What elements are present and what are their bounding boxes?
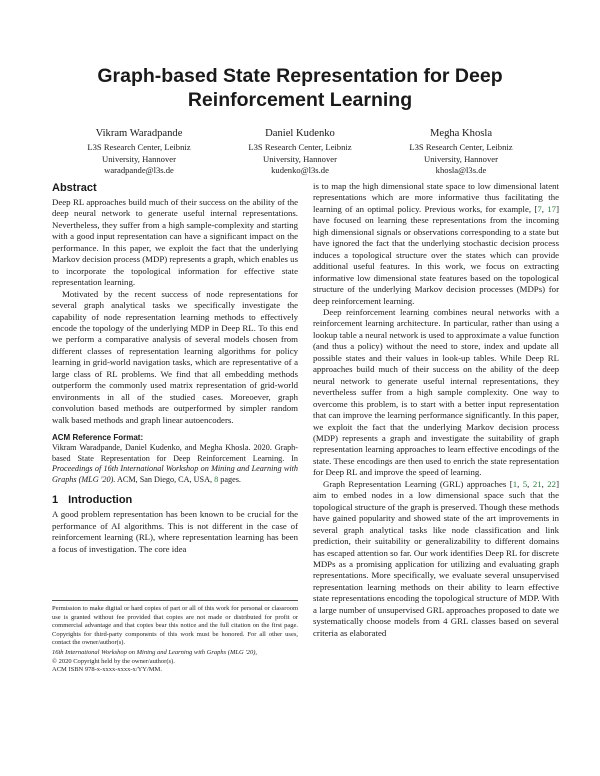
author-block-3: [376, 127, 546, 177]
author-university: University, Hannover: [424, 153, 498, 164]
acm-reference-venue: Proceedings of 16th International Workshop on Mining and Learning with Graphs (MLG '20).: [52, 464, 298, 484]
citation-link[interactable]: 22: [547, 478, 557, 489]
author-affiliation: L3S Research Center, Leibniz: [248, 142, 352, 152]
text-span: ] aim to embed nodes in a low dimensional space such that the topological structure of the graph is preserved. Though these methods have gained popularity and showed state of the art improvements in several graph analytical tasks like node classification and link prediction, their suitability or generalizability to different domains has escaped attention so far. Our work identifies Deep RL for discrete MDPs as a promising application for utilizing and evaluating graph representations. More specifically, we evaluate several unsupervised representation learning methods on their ability to learn effective state representations encoding the topological structure of MDP. With a large number of unsupervised GRL approaches proposed to date we systematically choose models from 4 GRL classes based on several criteria as elaborated: [313, 478, 559, 638]
citation-link[interactable]: 7: [537, 203, 542, 214]
citation-link[interactable]: 5: [522, 478, 528, 489]
paper-title: Graph-based State Representation for Deep Reinforcement Learning: [97, 65, 503, 111]
footnote-isbn: ACM ISBN 978-x-xxxx-xxxx-x/YY/MM.: [52, 666, 162, 674]
introduction-paragraph-3: Graph Representation Learning (GRL) approaches [1, 5, 21, 22] aim to embed nodes in a low dimensional space such that the topological structure of the graph is preserved. Though these methods have gained popularity and showed state of the art improvements in several graph analytical tasks like node classification and link prediction, their suitability or generalizability to different domains has escaped attention so far. Our work identifies Deep RL for discrete MDPs as a promising application for utilizing and evaluating graph representations. More specifically, we evaluate several unsupervised representation learning methods on their ability to learn effective state representations encoding the topological structure of MDP. With a large number of unsupervised GRL approaches proposed to date we systematically choose models from 4 GRL classes based on several criteria as elaborated: [313, 478, 559, 638]
abstract-paragraph-1: Deep RL approaches build much of their success on the ability of the deep neural network to generate useful internal representations. Nevertheless, they suffer from a high sample-complexity and starting with a good input representation can have a significant impact on the performance. In this paper, we exploit the fact that the underlying Markov decision process (MDP) represents a graph, which enables us to incorporate the topological information for effective state representation learning.: [52, 197, 298, 288]
author-email: kudenko@l3s.de: [271, 165, 329, 176]
acm-reference-text: [52, 443, 298, 485]
author-name: Daniel Kudenko: [265, 128, 335, 139]
text-span: is to map the high dimensional state space to low dimensional latent representations which are more informative thus facilitating the learning of an optimal policy. Previous works, for example, [: [313, 181, 559, 214]
author-email: waradpande@l3s.de: [104, 165, 174, 176]
author-block-1: [54, 127, 224, 177]
citation-link[interactable]: 1: [512, 478, 518, 489]
text-span: ] have focused on learning these representations from the incoming high dimensional signals or observations corresponding to a state but have ignored the fact that the underlying stochastic decision process induces a topological structure over the states which can provide additional useful features. In this work, we focus on extracting informative low dimensional state features based on the topological structure of the underlying Markov decision processes (MDPs) for deep reinforcement learning.: [313, 203, 559, 306]
section-title: Introduction: [68, 494, 133, 507]
abstract-paragraph-2: Motivated by the recent success of node representations for several graph analytical tasks we specifically investigate the capability of node representation learning methods to effectively encode the topology of the underlying MDP in Deep RL. To this end we perform a comparative analysis of several models chosen from different classes of representation learning algorithms for policy learning in grid-world navigation tasks, which are representative of a large class of RL problems. We find that all embedding methods outperform the commonly used matrix representation of grid-world environments in all of the studied cases. Moreoever, graph convolution based methods are outperformed by simpler random walk based methods and graph linear autoencoders.: [52, 288, 298, 425]
text-span: Graph Representation Learning (GRL) approaches [: [323, 478, 513, 489]
author-block-2: [215, 127, 385, 177]
author-name: Vikram Waradpande: [95, 128, 183, 139]
introduction-heading: [52, 493, 298, 507]
right-column: [313, 181, 559, 639]
introduction-paragraph-2: Deep reinforcement learning combines neural networks with a reinforcement learning architecture. In particular, rather than using a lookup table a neural network is used to approximate a value function (and thus a policy) without the need to store, index and update all possible states and their values in look-up tables. While Deep RL approaches build much of their success on the ability of the deep neural network to generate useful internal representations, they nevertheless suffer from a high sample complexity. One way to overcome this problem, is to start with a better input representation that can improve the learning performance significantly. In this paper, we exploit the fact that the underlying Markov decision process (MDP) represents a graph and investigate the suitability of graph representation learning approaches to learn effective encodings of the state. These encodings are then used to enrich the state representation for Deep RL and improve the speed of learning.: [313, 306, 559, 478]
citation-link[interactable]: 21: [532, 478, 542, 489]
footnote-copyright: © 2020 Copyright held by the owner/author(s).: [52, 657, 175, 665]
introduction-paragraph-1: A good problem representation has been known to be crucial for the performance of AI algorithms. This is not different in the case of reinforcement learning (RL), where representation learning has been a focus of investigation. The core idea: [52, 509, 298, 554]
footnote-venue: 16th International Workshop on Mining and Learning with Graphs (MLG '20),: [52, 648, 258, 656]
copyright-footnote: [52, 600, 298, 675]
author-name: Megha Khosla: [429, 128, 493, 139]
left-column: [52, 181, 298, 555]
acm-reference-location: ACM, San Diego, CA, USA,: [115, 474, 215, 484]
author-affiliation: L3S Research Center, Leibniz: [87, 142, 191, 152]
acm-reference-heading: ACM Reference Format:: [52, 433, 144, 443]
author-affiliation: L3S Research Center, Leibniz: [409, 142, 513, 152]
section-number: 1: [52, 494, 59, 507]
citation-link[interactable]: 17: [547, 203, 557, 214]
author-university: University, Hannover: [263, 153, 337, 164]
acm-reference-authors: Vikram Waradpande, Daniel Kudenko, and Megha Khosla. 2020. Graph-based State Representation for Deep Reinforcement Learning. In: [52, 443, 298, 463]
page-count-link[interactable]: 8: [214, 474, 219, 484]
author-university: University, Hannover: [102, 153, 176, 164]
permission-notice: Permission to make digital or hard copies of part or all of this work for personal or classroom use is granted without fee provided that copies are not made or distributed for profit or commercial advantage and that copies bear this notice and the full citation on the first page. Copyrights for third-party components of this work must be honored. For all other uses, contact the owner/author(s).: [52, 605, 298, 647]
introduction-paragraph-1-continued: [313, 181, 559, 307]
acm-reference-pages: pages.: [218, 474, 241, 484]
author-email: khosla@l3s.de: [435, 165, 487, 176]
abstract-heading: Abstract: [52, 182, 97, 194]
text-span: ,: [541, 203, 548, 214]
